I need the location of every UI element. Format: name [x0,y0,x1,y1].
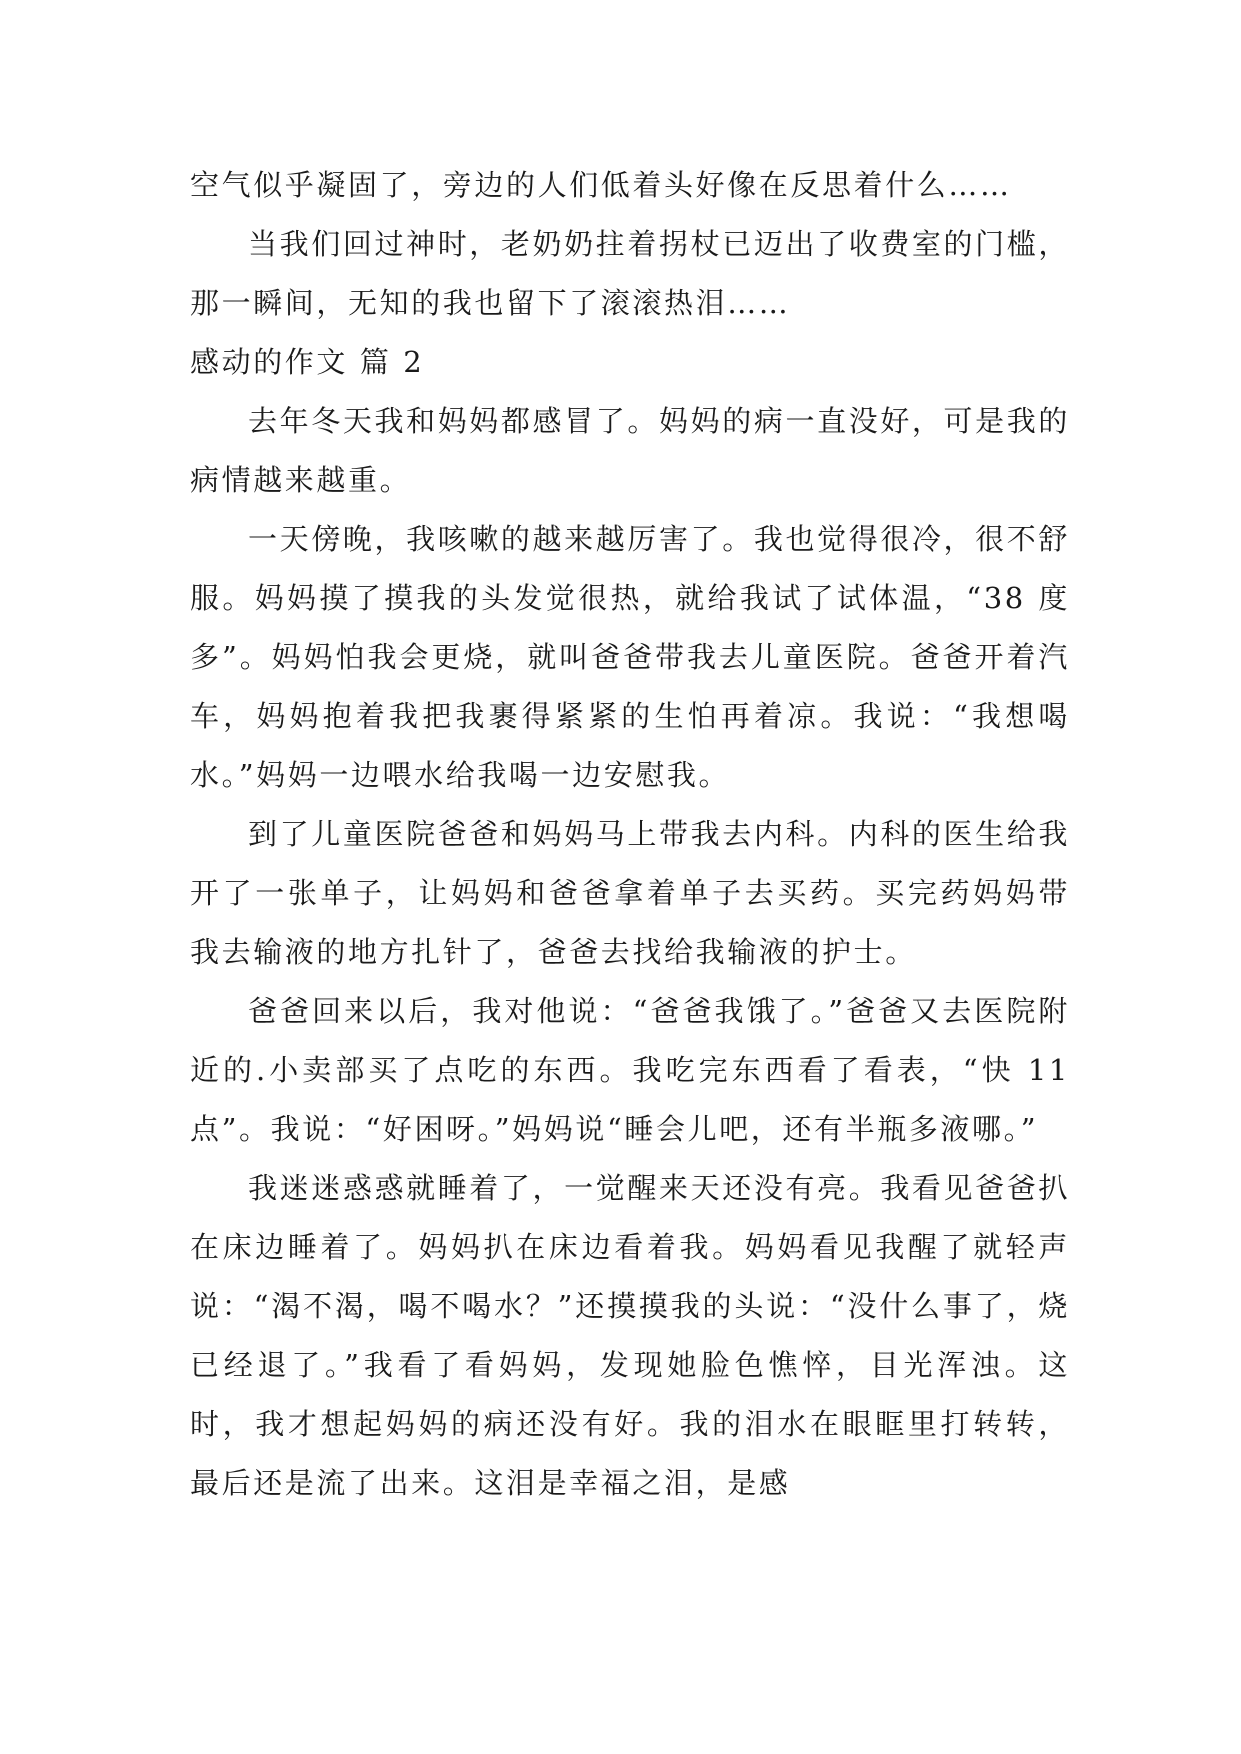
paragraph-continuation: 空气似乎凝固了，旁边的人们低着头好像在反思着什么…… [190,168,1012,202]
paragraph: 我迷迷惑惑就睡着了，一觉醒来天还没有亮。我看见爸爸扒在床边睡着了。妈妈扒在床边看着我。妈妈看见我醒了就轻声说：“渴不渴，喝不喝水？”还摸摸我的头说：“没什么事了，烧已经退了。”我看了看妈妈，发现她脸色憔悴，目光浑浊。这时，我才想起妈妈的病还没有好。我的泪水在眼眶里打转转，最后还是流了出来。这泪是幸福之泪，是感 [190,1171,1070,1500]
document-body [190,156,1070,1513]
paragraph: 到了儿童医院爸爸和妈妈马上带我去内科。内科的医生给我开了一张单子，让妈妈和爸爸拿着单子去买药。买完药妈妈带我去输液的地方扎针了，爸爸去找给我输液的护士。 [190,817,1070,969]
paragraph: 爸爸回来以后，我对他说：“爸爸我饿了。”爸爸又去医院附近的.小卖部买了点吃的东西。我吃完东西看了看表，“快 11 点”。我说：“好困呀。”妈妈说“睡会儿吧，还有半瓶多液哪。” [190,994,1070,1146]
paragraph: 当我们回过神时，老奶奶拄着拐杖已迈出了收费室的门槛，那一瞬间，无知的我也留下了滚滚热泪…… [190,227,1070,320]
paragraph: 一天傍晚，我咳嗽的越来越厉害了。我也觉得很冷，很不舒服。妈妈摸了摸我的头发觉很热，就给我试了试体温，“38 度多”。妈妈怕我会更烧，就叫爸爸带我去儿童医院。爸爸开着汽车，妈妈抱着我把我裹得紧紧的生怕再着凉。我说：“我想喝水。”妈妈一边喂水给我喝一边安慰我。 [190,522,1070,792]
paragraph: 去年冬天我和妈妈都感冒了。妈妈的病一直没好，可是我的病情越来越重。 [190,404,1070,497]
section-heading: 感动的作文 篇 2 [190,345,425,379]
